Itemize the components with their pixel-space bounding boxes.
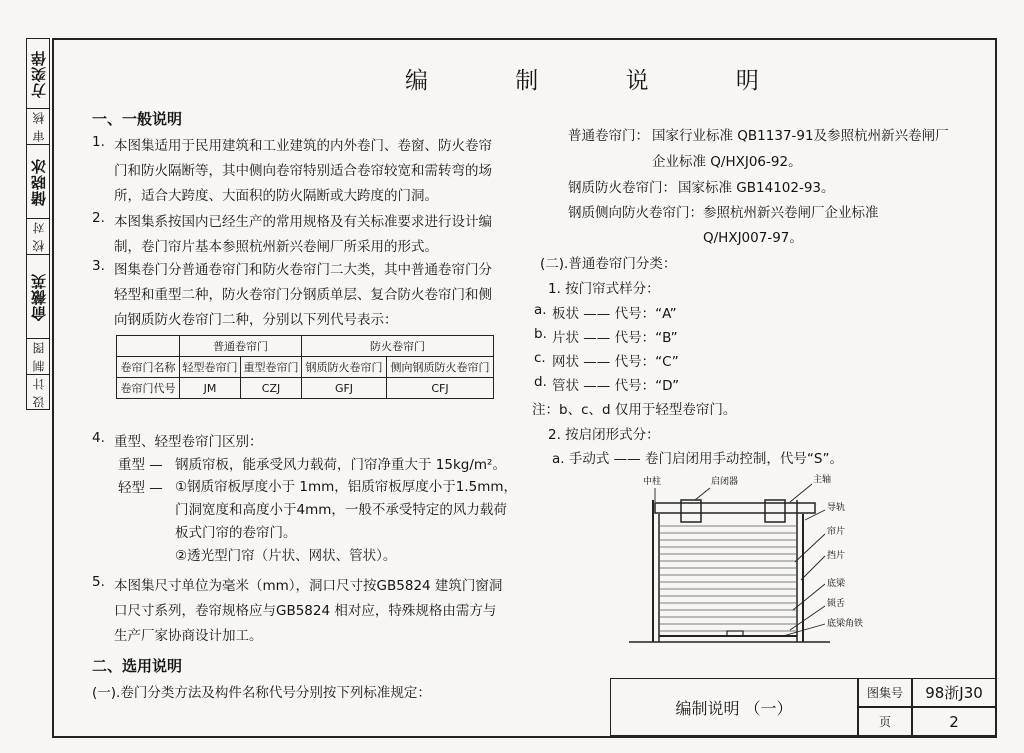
item-number-5: 5.	[92, 574, 105, 590]
label-pillar: 中柱	[643, 477, 662, 487]
label-opener: 启闭器	[711, 477, 739, 487]
label-stop: 挡片	[827, 551, 846, 561]
main-shaft	[655, 503, 815, 513]
label-bottom-angle: 底梁角铁	[827, 619, 864, 629]
standard-label-side: 钢质侧向防火卷帘门：	[568, 205, 703, 221]
style-b: 片状 —— 代号：“B”	[552, 330, 678, 346]
style-letter-d: d.	[534, 374, 547, 390]
title-block-title: 编制说明 （一）	[610, 678, 858, 736]
label-bottom-beam: 底梁	[827, 579, 846, 589]
light-text: ①钢质帘板厚度小于 1mm，铝质帘板厚度小于1.5mm， 门洞宽度和高度小于4mm，一般不承受特定的风力载荷 板式门帘的卷帘门。 ②透光型门帘（片状、网状、管状）。	[175, 479, 518, 564]
item-text-3: 图集卷门分普通卷帘门和防火卷帘门二大类，其中普通卷帘门分 轻型和重型二种，防火卷帘门分钢质单层、复合防火卷帘门和侧 向钢质防火卷帘门二种，分别以下列代号表示：	[114, 262, 492, 328]
label-slat: 帘片	[827, 527, 846, 537]
classification-note: 注：b、c、d 仅用于轻型卷帘门。	[532, 402, 737, 418]
section-heading-general: 一、一般说明	[92, 110, 183, 128]
item-number-1: 1.	[92, 134, 105, 150]
table-cell-code: CZJ	[241, 378, 302, 399]
standard-text-fire: 国家标准 GB14102-93。	[678, 180, 835, 196]
set-number-label: 图集号	[858, 678, 912, 707]
style-letter-b: b.	[534, 326, 547, 342]
sub-heading-standards: (一).卷门分类方法及构件名称代号分别按下列标准规定：	[92, 685, 431, 701]
page-label: 页	[858, 707, 912, 736]
group-header-ordinary: 普通卷帘门	[180, 336, 302, 357]
item-number-3: 3.	[92, 258, 105, 274]
door-code-table	[116, 335, 494, 399]
sidebar-name-1: 方奕倖	[27, 39, 49, 109]
table-cell-code: JM	[180, 378, 241, 399]
item-text-5: 本图集尺寸单位为毫米（mm），洞口尺寸按GB5824 建筑门窗洞 口尺寸系列，卷帘规格应与GB5824 相对应，特殊规格由需方与 生产厂家协商设计加工。	[114, 578, 503, 644]
row-label-code: 卷帘门代号	[117, 378, 180, 399]
table-cell-code: CFJ	[387, 378, 494, 399]
style-c: 网状 —— 代号：“C”	[552, 354, 679, 370]
light-label: 轻型 —	[118, 480, 163, 496]
sidebar-role-1: 审 核	[27, 109, 49, 145]
table-cell-code: GFJ	[302, 378, 387, 399]
standard-label-fire: 钢质防火卷帘门：	[568, 180, 676, 196]
sidebar-role-2: 校 对	[27, 219, 49, 255]
page-number: 2	[912, 707, 996, 736]
page-title: 编 制 说 明	[405, 68, 799, 94]
standard-text-ordinary-1: 国家行业标准 QB1137-91及参照杭州新兴卷闸厂	[652, 128, 949, 144]
table-cell-name: 重型卷帘门	[241, 357, 302, 378]
item-text-2: 本图集系按国内已经生产的常用规格及有关标准要求进行设计编 制，卷门帘片基本参照杭州新兴卷闸厂所采用的形式。	[114, 214, 492, 255]
row-label-name: 卷帘门名称	[117, 357, 180, 378]
group-header-fireproof: 防火卷帘门	[302, 336, 494, 357]
label-rail: 导轨	[827, 503, 846, 513]
section-heading-selection: 二、选用说明	[92, 657, 183, 675]
label-lock: 锁舌	[827, 599, 846, 609]
style-letter-a: a.	[534, 302, 547, 318]
title-block	[610, 678, 996, 736]
table-cell-name: 轻型卷帘门	[180, 357, 241, 378]
heavy-label: 重型 —	[118, 457, 163, 473]
table-cell-name: 钢质防火卷帘门	[302, 357, 387, 378]
set-number-value: 98浙J30	[912, 678, 996, 707]
classification-heading: (二).普通卷帘门分类：	[540, 256, 677, 272]
signature-sidebar	[26, 38, 50, 410]
standard-text-ordinary-2: 企业标准 Q/HXJ06-92。	[652, 154, 802, 170]
style-a: 板状 —— 代号：“A”	[552, 306, 677, 322]
heavy-text: 钢质帘板，能承受风力载荷，门帘净重大于 15kg/m²。	[175, 457, 506, 473]
style-letter-c: c.	[534, 350, 546, 366]
manual-mode: a. 手动式 —— 卷门启闭用手动控制，代号“S”。	[552, 451, 843, 467]
standard-text-side-2: Q/HXJ007-97。	[703, 230, 803, 246]
sidebar-name-3: 俞薇英	[27, 255, 49, 339]
standard-label-ordinary: 普通卷帘门：	[568, 128, 649, 144]
item-number-2: 2.	[92, 210, 105, 226]
sidebar-role-3: 制 图	[27, 339, 49, 375]
item4-heading: 重型、轻型卷帘门区别：	[114, 434, 263, 450]
classification-item-2: 2. 按启闭形式分：	[548, 427, 660, 443]
label-shaft: 主轴	[813, 475, 832, 485]
table-cell-name: 侧向钢质防火卷帘门	[387, 357, 494, 378]
rolling-door-diagram	[615, 470, 915, 660]
table-corner	[117, 336, 180, 357]
classification-item-1: 1. 按门帘式样分：	[548, 281, 660, 297]
style-d: 管状 —— 代号：“D”	[552, 378, 680, 394]
item-text-1: 本图集适用于民用建筑和工业建筑的内外卷门、卷窗、防火卷帘 门和防火隔断等，其中侧向卷帘特别适合卷帘较宽和需转弯的场 所，适合大跨度、大面积的防火隔断或大跨度的门洞。	[114, 138, 492, 204]
standard-text-side-1: 参照杭州新兴卷闸厂企业标准	[703, 205, 879, 221]
item-number-4: 4.	[92, 430, 105, 446]
sidebar-role-4: 设 计	[31, 376, 46, 408]
sidebar-name-2: 储晓冰	[27, 145, 49, 219]
